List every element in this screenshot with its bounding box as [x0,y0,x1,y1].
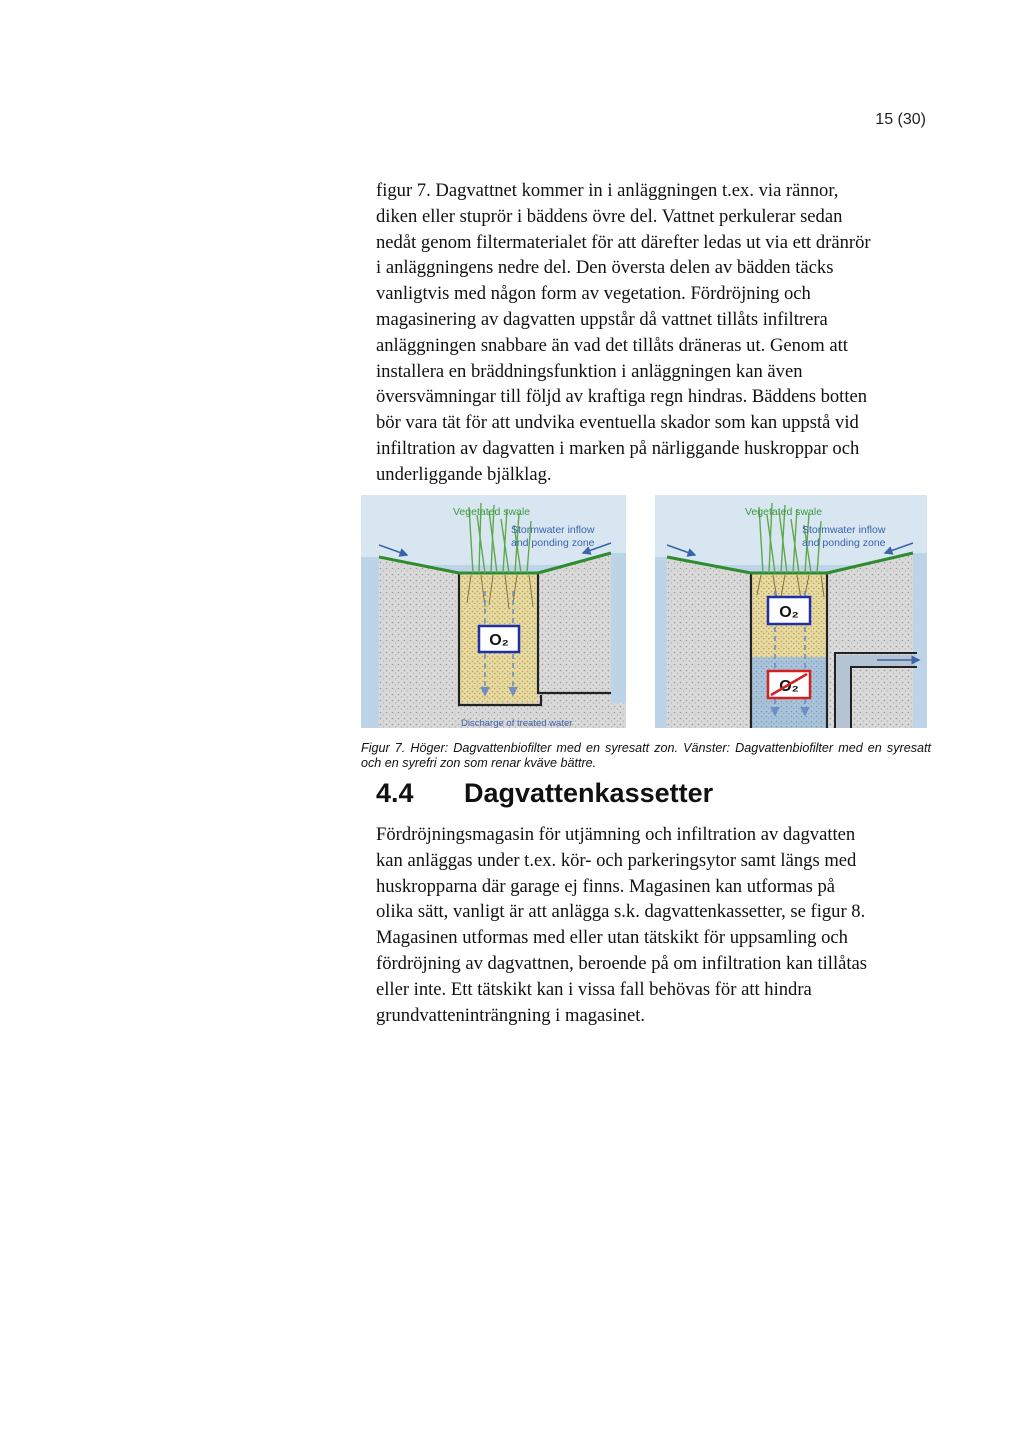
page-number: 15 (30) [875,111,926,128]
text-line: installera en bräddningsfunktion i anläggningen kan även [376,360,803,382]
discharge-label: Discharge of treated water [461,718,573,728]
text-line: Fördröjningsmagasin för utjämning och infiltration av dagvatten [376,824,856,845]
biofilter-two-zone-diagram [655,495,920,728]
text-line: fördröjning av dagvattnen, beroende på om infiltration kan tillåtas [376,952,868,974]
text-line: översvämningar till följd av kraftiga regn hindras. Bäddens botten [376,386,868,408]
text-line: eller inte. Ett tätskikt kan i vissa fall behövas för att hindra [376,978,812,1000]
vegetated-swale-label: Vegetated swale [745,506,823,518]
ponding-zone-label: and ponding zone [802,537,886,549]
stormwater-inflow-label: Stormwater inflow [511,524,595,536]
text-line: grundvatteninträngning i magasinet. [376,1004,646,1026]
text-line: figur 7. Dagvattnet kommer in i anläggningen t.ex. via rännor, [376,180,839,201]
body-paragraph [376,178,932,488]
text-line: Magasinen utformas med eller utan tätskikt för uppsamling och [376,927,848,949]
text-line: magasinering av dagvatten uppstår då vattnet tillåts infiltrera [376,308,828,330]
section-heading [376,778,713,809]
text-line: nedåt genom filtermaterialet för att därefter ledas ut via ett dränrör [376,231,871,253]
section-number: 4.4 [376,778,414,808]
vegetated-swale-label: Vegetated swale [453,506,531,518]
ponding-zone-label: and ponding zone [511,537,595,549]
biofilter-figure [361,495,927,728]
text-line: bör vara tät för att undvika eventuella skador som kan uppstå vid [376,412,859,434]
body-paragraph [376,822,932,1028]
biofilter-single-zone-diagram [361,495,626,728]
text-line: i anläggningens nedre del. Den översta delen av bädden täcks [376,257,834,279]
o2-crossed-label: O₂ [779,678,799,695]
text-line: vanligtvis med någon form av vegetation. Fördröjning och [376,283,811,305]
text-line: huskropparna där garage ej finns. Magasinen kan utformas på [376,875,836,897]
text-line: olika sätt, vanligt är att anlägga s.k. dagvattenkassetter, se figur 8. [376,901,866,923]
section-title: Dagvattenkassetter [464,778,714,808]
stormwater-inflow-label: Stormwater inflow [802,524,886,536]
text-line: infiltration av dagvatten i marken på närliggande huskroppar och [376,437,860,459]
figure-caption: Figur 7. Höger: Dagvattenbiofilter med en syresatt zon. Vänster: Dagvattenbiofilter med en syresatt och en syrefri zon som renar kväve bättre. [361,741,931,770]
text-line: underliggande bjälklag. [376,463,552,485]
o2-label: O₂ [489,632,509,649]
text-line: kan anläggas under t.ex. kör- och parkeringsytor samt längs med [376,849,857,871]
text-line: diken eller stuprör i bäddens övre del. Vattnet perkulerar sedan [376,205,843,227]
text-line: anläggningen snabbare än vad det tillåts dräneras ut. Genom att [376,334,848,356]
o2-label: O₂ [779,604,799,621]
